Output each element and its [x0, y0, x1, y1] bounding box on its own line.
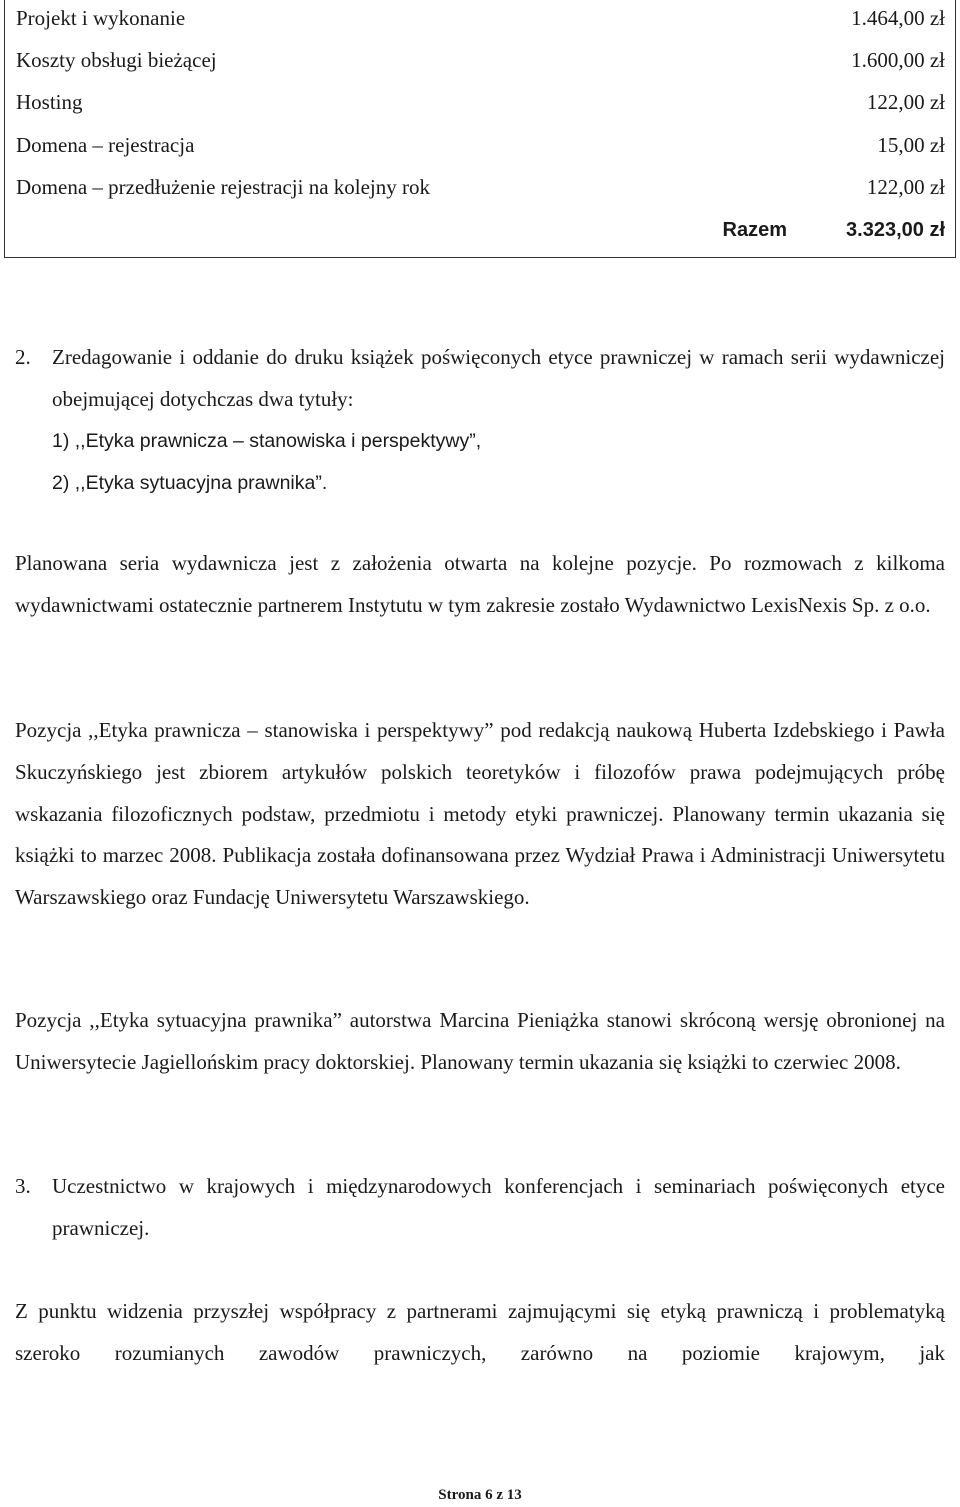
- table-row: [5, 124, 955, 166]
- total-label: Razem: [722, 219, 787, 241]
- table-row: [5, 81, 955, 123]
- table-row: [5, 39, 955, 81]
- section-2-intro: Zredagowanie i oddanie do druku książek poświęconych etyce prawniczej w ramach serii wydawniczej obejmującej dotychczas dwa tytuły:: [52, 345, 945, 411]
- cost-value: 1.600,00 zł: [851, 48, 945, 72]
- paragraph-book-1: Pozycja ,,Etyka prawnicza – stanowiska i perspektywy” pod redakcją naukową Huberta Izdebskiego i Pawła Skuczyńskiego jest zbiorem artykułów polskich teoretyków i filozofów prawa podejmujących próbę wskazania filozoficznych podstaw, przedmiotu i metody etyki prawniczej. Planowany termin ukazania się książki to marzec 2008. Publikacja została dofinansowana przez Wydział Prawa i Administracji Uniwersytetu Warszawskiego oraz Fundację Uniwersytetu Warszawskiego.: [15, 718, 945, 910]
- paragraph-closing: Z punktu widzenia przyszłej współpracy z partnerami zajmującymi się etyką prawniczą i problematyką szeroko rozumianych zawodów prawniczych, zarówno na poziomie krajowym, jak: [15, 1299, 945, 1365]
- cost-label: Projekt i wykonanie: [16, 6, 186, 30]
- page-number: Strona 6 z 13: [438, 1487, 522, 1503]
- cost-label: Domena – przedłużenie rejestracji na kolejny rok: [16, 175, 430, 199]
- cost-label: Koszty obsługi bieżącej: [16, 48, 217, 72]
- list-item: 1) ,,Etyka prawnicza – stanowiska i perspektywy”,: [52, 430, 482, 452]
- cost-value: 122,00 zł: [866, 90, 945, 114]
- table-row: [5, 166, 955, 208]
- cost-table: [4, 0, 956, 258]
- book-titles-list: [52, 421, 932, 505]
- cost-value: 122,00 zł: [866, 175, 945, 199]
- table-total-row: [5, 209, 955, 251]
- paragraph-book-2: Pozycja ,,Etyka sytuacyjna prawnika” autorstwa Marcina Pieniążka stanowi skróconą wersję obronionej na Uniwersytecie Jagiellońskim pracy doktorskiej. Planowany termin ukazania się książki to czerwiec 2008.: [15, 1008, 945, 1074]
- cost-label: Hosting: [16, 90, 83, 114]
- cost-label: Domena – rejestracja: [16, 133, 195, 157]
- total-value: 3.323,00 zł: [846, 219, 945, 241]
- paragraph-series: Planowana seria wydawnicza jest z założenia otwarta na kolejne pozycje. Po rozmowach z kilkoma wydawnictwami ostatecznie partnerem Instytutu w tym zakresie zostało Wydawnictwo LexisNexis Sp. z o.o.: [15, 551, 945, 617]
- cost-value: 15,00 zł: [877, 133, 945, 157]
- section-number: 3.: [15, 1174, 31, 1198]
- table-row: [5, 0, 955, 39]
- section-3-text: Uczestnictwo w krajowych i międzynarodowych konferencjach i seminariach poświęconych etyce prawniczej.: [52, 1174, 945, 1240]
- cost-value: 1.464,00 zł: [851, 6, 945, 30]
- section-number: 2.: [15, 345, 31, 369]
- list-item: 2) ,,Etyka sytuacyjna prawnika”.: [52, 471, 328, 494]
